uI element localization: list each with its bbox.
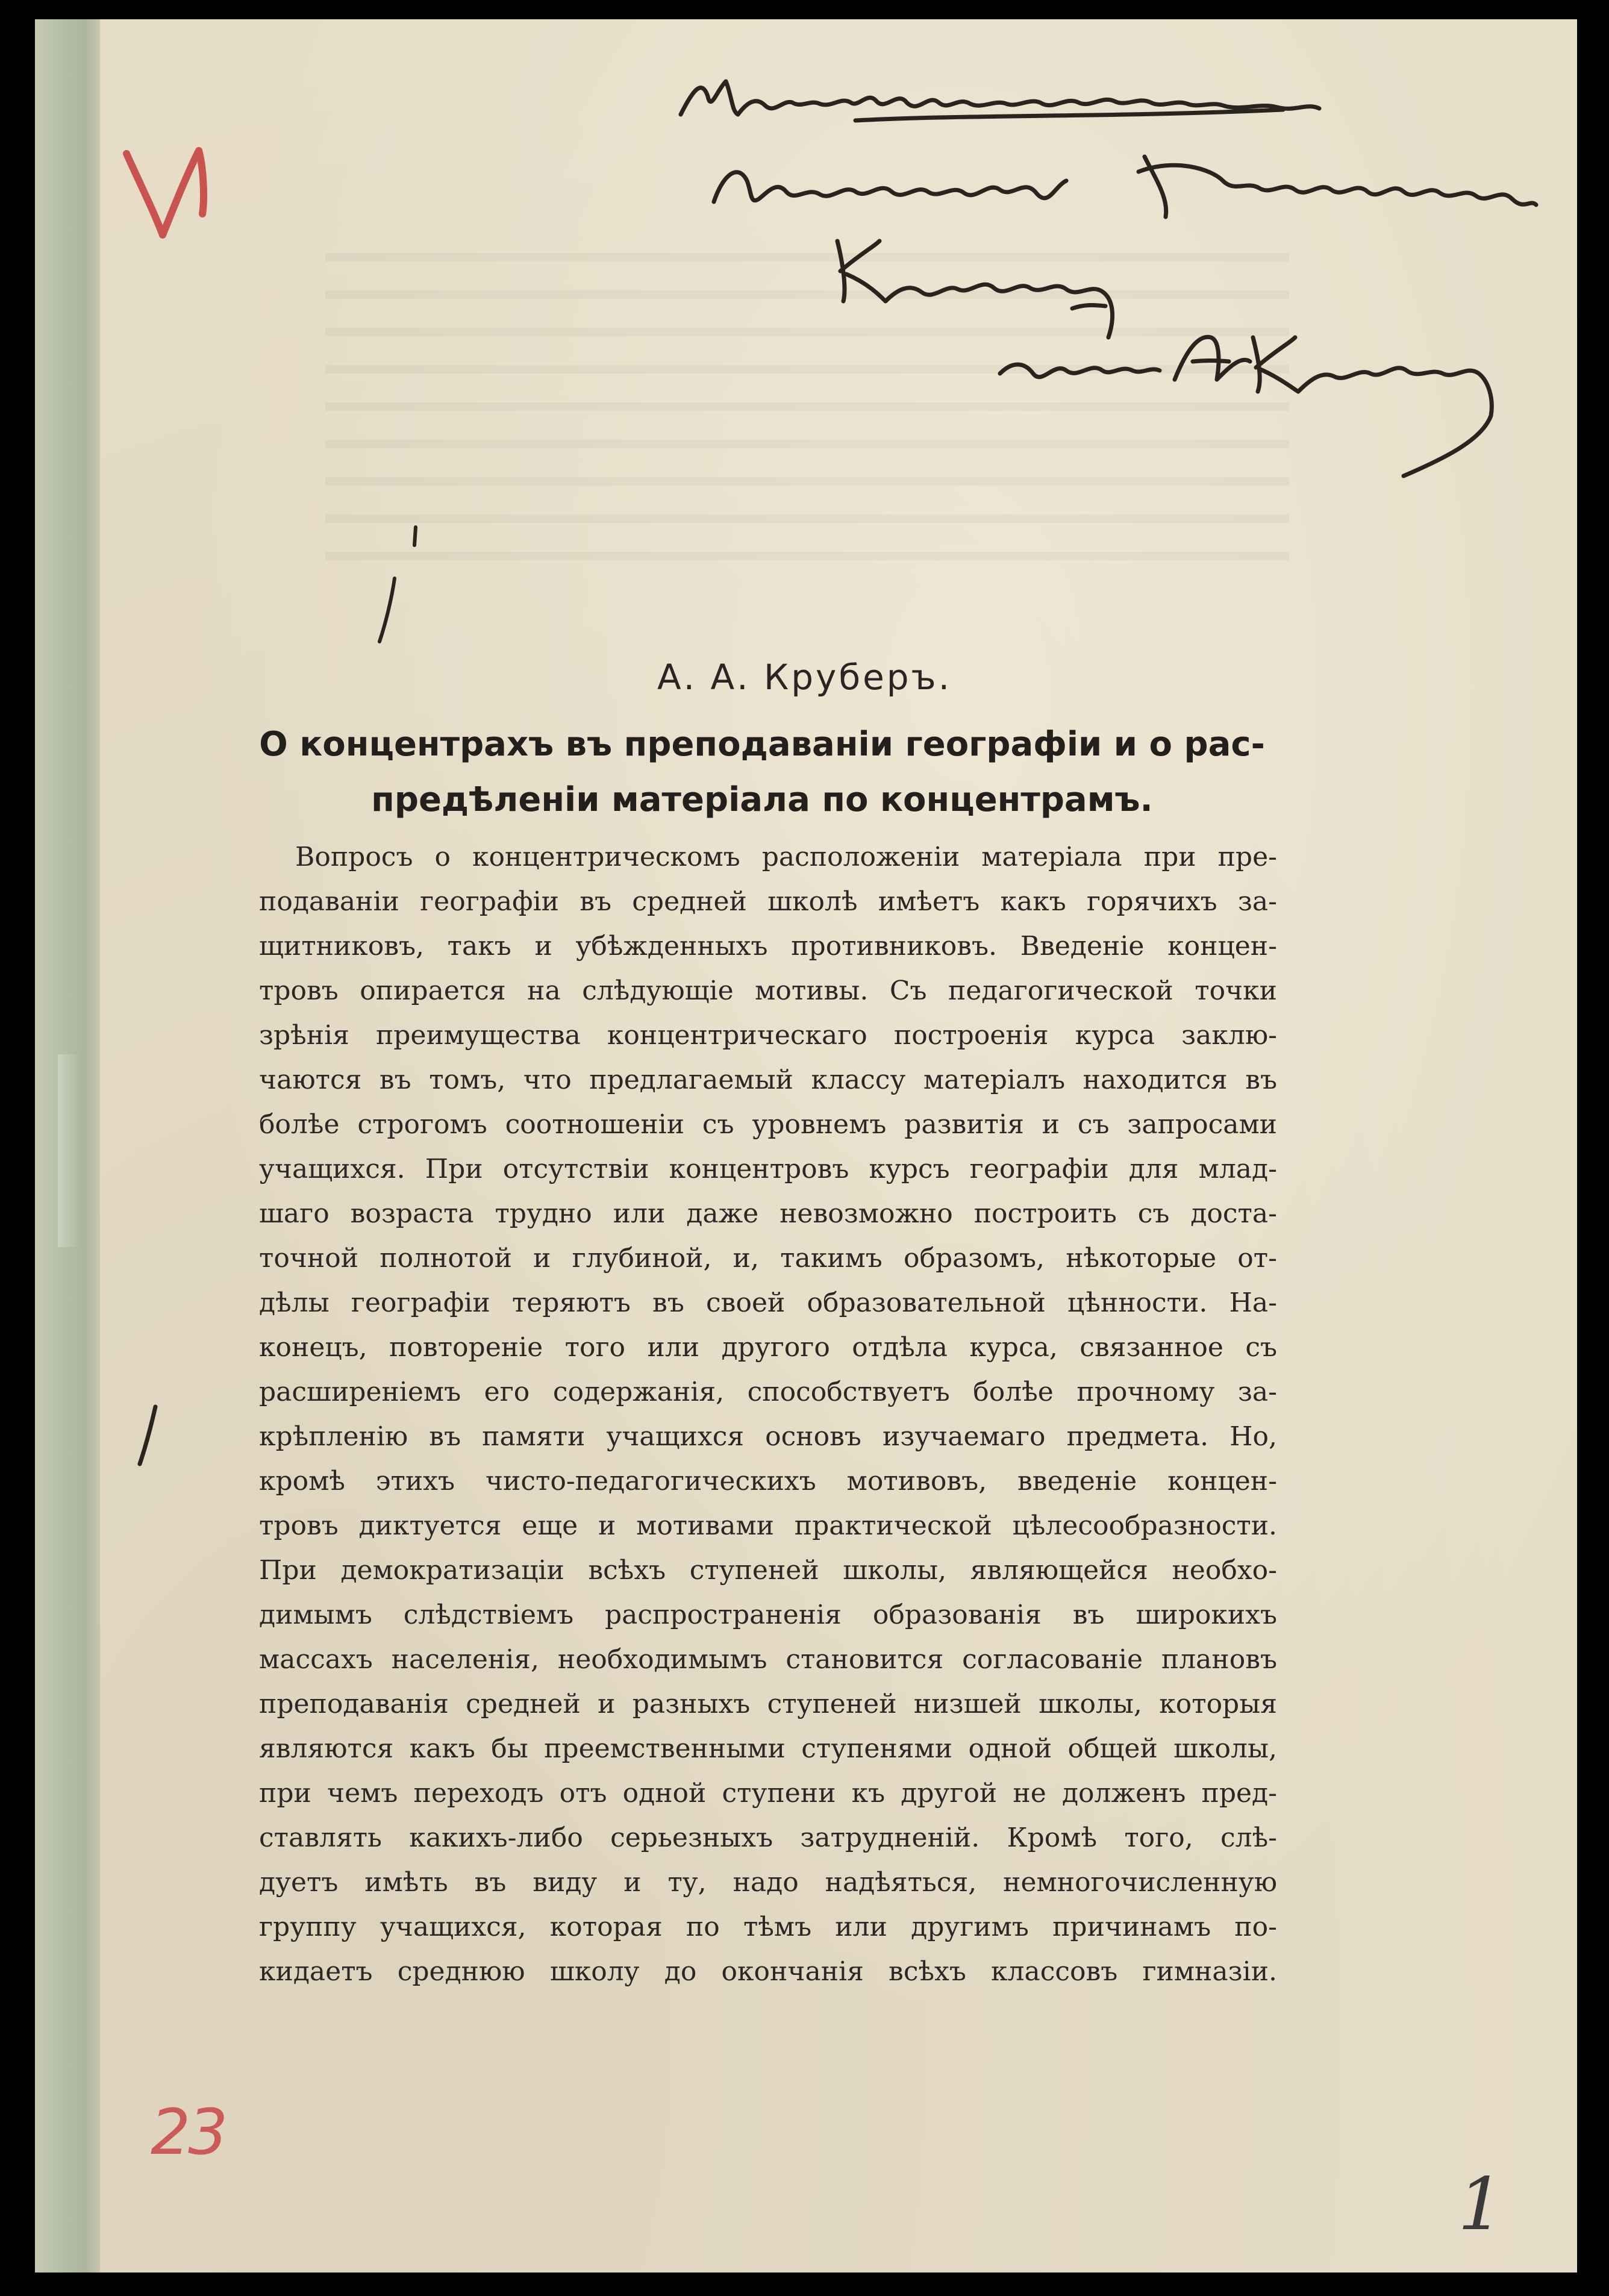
body-line: при чемъ переходъ отъ одной ступени къ другой не долженъ пред-: [259, 1778, 1277, 1809]
show-through-text: [325, 253, 1289, 566]
body-line: дѣлы географіи теряютъ въ своей образовательной цѣнности. На-: [259, 1287, 1277, 1318]
article-body: [259, 835, 1277, 1994]
body-line: тровъ диктуется еще и мотивами практической цѣлесообразности.: [259, 1510, 1277, 1541]
binding-tear: [58, 1054, 82, 1247]
body-line: шаго возраста трудно или даже невозможно построить съ доста-: [259, 1198, 1277, 1229]
body-line: крѣпленію въ памяти учащихся основъ изучаемаго предмета. Но,: [259, 1421, 1277, 1452]
body-line: массахъ населенія, необходимымъ становится согласованіе плановъ: [259, 1644, 1277, 1675]
archive-number: 23: [151, 2095, 226, 2169]
body-line: подаваніи географіи въ средней школѣ имѣетъ какъ горячихъ за-: [259, 886, 1277, 917]
body-line: тровъ опирается на слѣдующіе мотивы. Съ педагогической точки: [259, 975, 1277, 1006]
body-line: кромѣ этихъ чисто-педагогическихъ мотивовъ, введеніе концен-: [259, 1466, 1277, 1497]
body-line: димымъ слѣдствіемъ распространенія образованія въ широкихъ: [259, 1600, 1277, 1630]
body-line: При демократизаціи всѣхъ ступеней школы, являющейся необхо-: [259, 1555, 1277, 1586]
title-line: предѣленіи матеріала по концентрамъ.: [371, 780, 1153, 819]
body-line: болѣе строгомъ соотношеніи съ уровнемъ развитія и съ запросами: [259, 1109, 1277, 1140]
body-line: щитниковъ, такъ и убѣжденныхъ противниковъ. Введеніе концен-: [259, 931, 1277, 962]
body-line: конецъ, повтореніе того или другого отдѣла курса, связанное съ: [259, 1332, 1277, 1363]
body-line: дуетъ имѣть въ виду и ту, надо надѣяться, немногочисленную: [259, 1867, 1277, 1898]
body-line: чаются въ томъ, что предлагаемый классу матеріалъ находится въ: [259, 1065, 1277, 1095]
body-line: Вопросъ о концентрическомъ расположеніи матеріала при пре-: [295, 842, 1277, 872]
body-line: являются какъ бы преемственными ступенями одной общей школы,: [259, 1733, 1277, 1764]
body-line: точной полнотой и глубиной, и, такимъ образомъ, нѣкоторые от-: [259, 1243, 1277, 1274]
body-line: зрѣнія преимущества концентрическаго построенія курса заклю-: [259, 1020, 1277, 1051]
author-name: А. А. Круберъ.: [657, 657, 952, 698]
body-line: расширеніемъ его содержанія, способствуетъ болѣе прочному за-: [259, 1377, 1277, 1407]
folio-number: 1: [1458, 2163, 1504, 2247]
article-title: [229, 717, 1295, 828]
body-line: группу учащихся, которая по тѣмъ или другимъ причинамъ по-: [259, 1912, 1277, 1942]
body-line: кидаетъ среднюю школу до окончанія всѣхъ классовъ гимназіи.: [259, 1956, 1277, 1987]
title-line: О концентрахъ въ преподаваніи географіи и о рас-: [259, 725, 1265, 764]
body-line: преподаванія средней и разныхъ ступеней низшей школы, которыя: [259, 1689, 1277, 1719]
body-line: учащихся. При отсутствіи концентровъ курсъ географіи для млад-: [259, 1154, 1277, 1184]
body-line: ставлять какихъ-либо серьезныхъ затрудненій. Кромѣ того, слѣ-: [259, 1822, 1277, 1853]
